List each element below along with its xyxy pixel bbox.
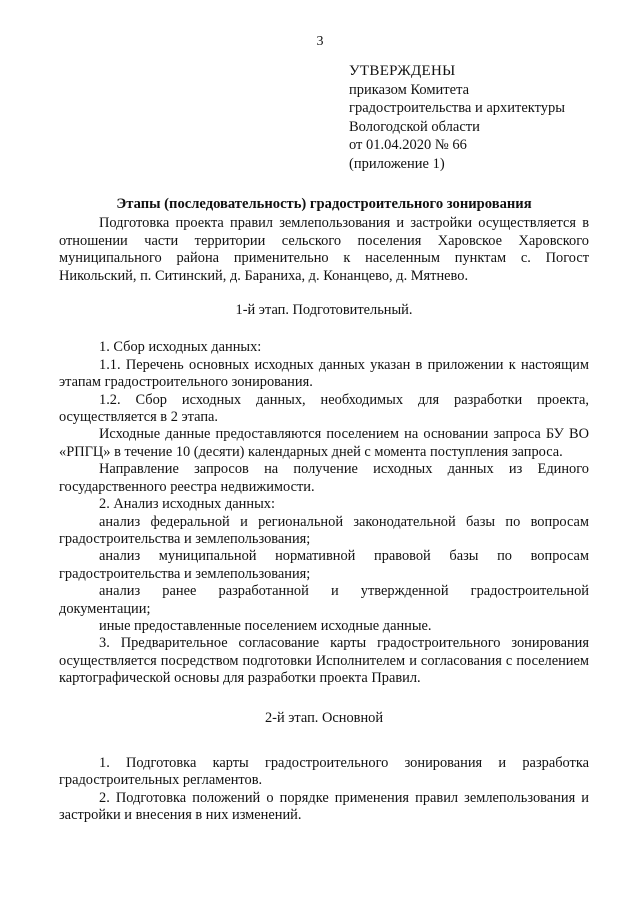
stage1-paragraph: Направление запросов на получение исходных данных из Единого государственного реестра недвижимости. — [59, 461, 589, 495]
approval-line-5: (приложение 1) — [349, 155, 445, 172]
stage1-paragraph: Исходные данные предоставляются поселением на основании запроса БУ ВО «РПГЦ» в течение 10 (десяти) календарных дней с момента поступления запроса. — [59, 426, 589, 460]
approval-line-1: приказом Комитета — [349, 81, 470, 98]
stage2-heading: 2-й этап. Основной — [264, 709, 384, 726]
stage1-paragraph: 2. Анализ исходных данных: — [99, 496, 275, 513]
document-body — [59, 196, 589, 825]
approval-block — [349, 62, 565, 173]
stage1-paragraph: 3. Предварительное согласование карты градостроительного зонирования осуществляется посредством подготовки Исполнителем и согласования с поселением картографической основы для разработки проекта Правил. — [59, 635, 589, 687]
stage1-paragraph: анализ федеральной и региональной законодательной базы по вопросам градостроительства и землепользования; — [59, 513, 589, 547]
approval-approved: УТВЕРЖДЕНЫ — [349, 63, 456, 79]
stage1-heading: 1-й этап. Подготовительный. — [235, 302, 413, 319]
approval-line-3: Вологодской области — [349, 118, 480, 135]
approval-line-2: градостроительства и архитектуры — [349, 100, 566, 116]
stage1-paragraph: 1.2. Сбор исходных данных, необходимых для разработки проекта, осуществляется в 2 этапа. — [59, 391, 589, 426]
stage2-paragraph: 1. Подготовка карты градостроительного зонирования и разработка градостроительных регламентов. — [59, 754, 589, 789]
approval-line-4: от 01.04.2020 № 66 — [349, 137, 467, 153]
stage1-paragraph: 1.1. Перечень основных исходных данных указан в приложении к настоящим этапам градостроительного зонирования. — [59, 356, 589, 391]
stage1-paragraph: анализ ранее разработанной и утвержденной градостроительной документации; — [59, 583, 589, 617]
stage1-paragraph: анализ муниципальной нормативной правовой базы по вопросам градостроительства и землепользования; — [59, 548, 589, 582]
stage1-paragraph: 1. Сбор исходных данных: — [99, 339, 262, 356]
document-title: Этапы (последовательность) градостроительного зонирования — [116, 196, 532, 212]
intro-paragraph: Подготовка проекта правил землепользования и застройки осуществляется в отношении части территории сельского поселения Харовское Харовского муниципального района применительно к населенным пунктам с. Погост Никольский, п. Ситинский, д. Бараниха, д. Конанцево, д. Мятнево. — [59, 215, 589, 284]
stage2-paragraph: 2. Подготовка положений о порядке применения правил землепользования и застройки и внесения в них изменений. — [59, 789, 589, 824]
page-number: 3 — [316, 34, 324, 49]
stage1-paragraph: иные предоставленные поселением исходные данные. — [99, 617, 432, 634]
